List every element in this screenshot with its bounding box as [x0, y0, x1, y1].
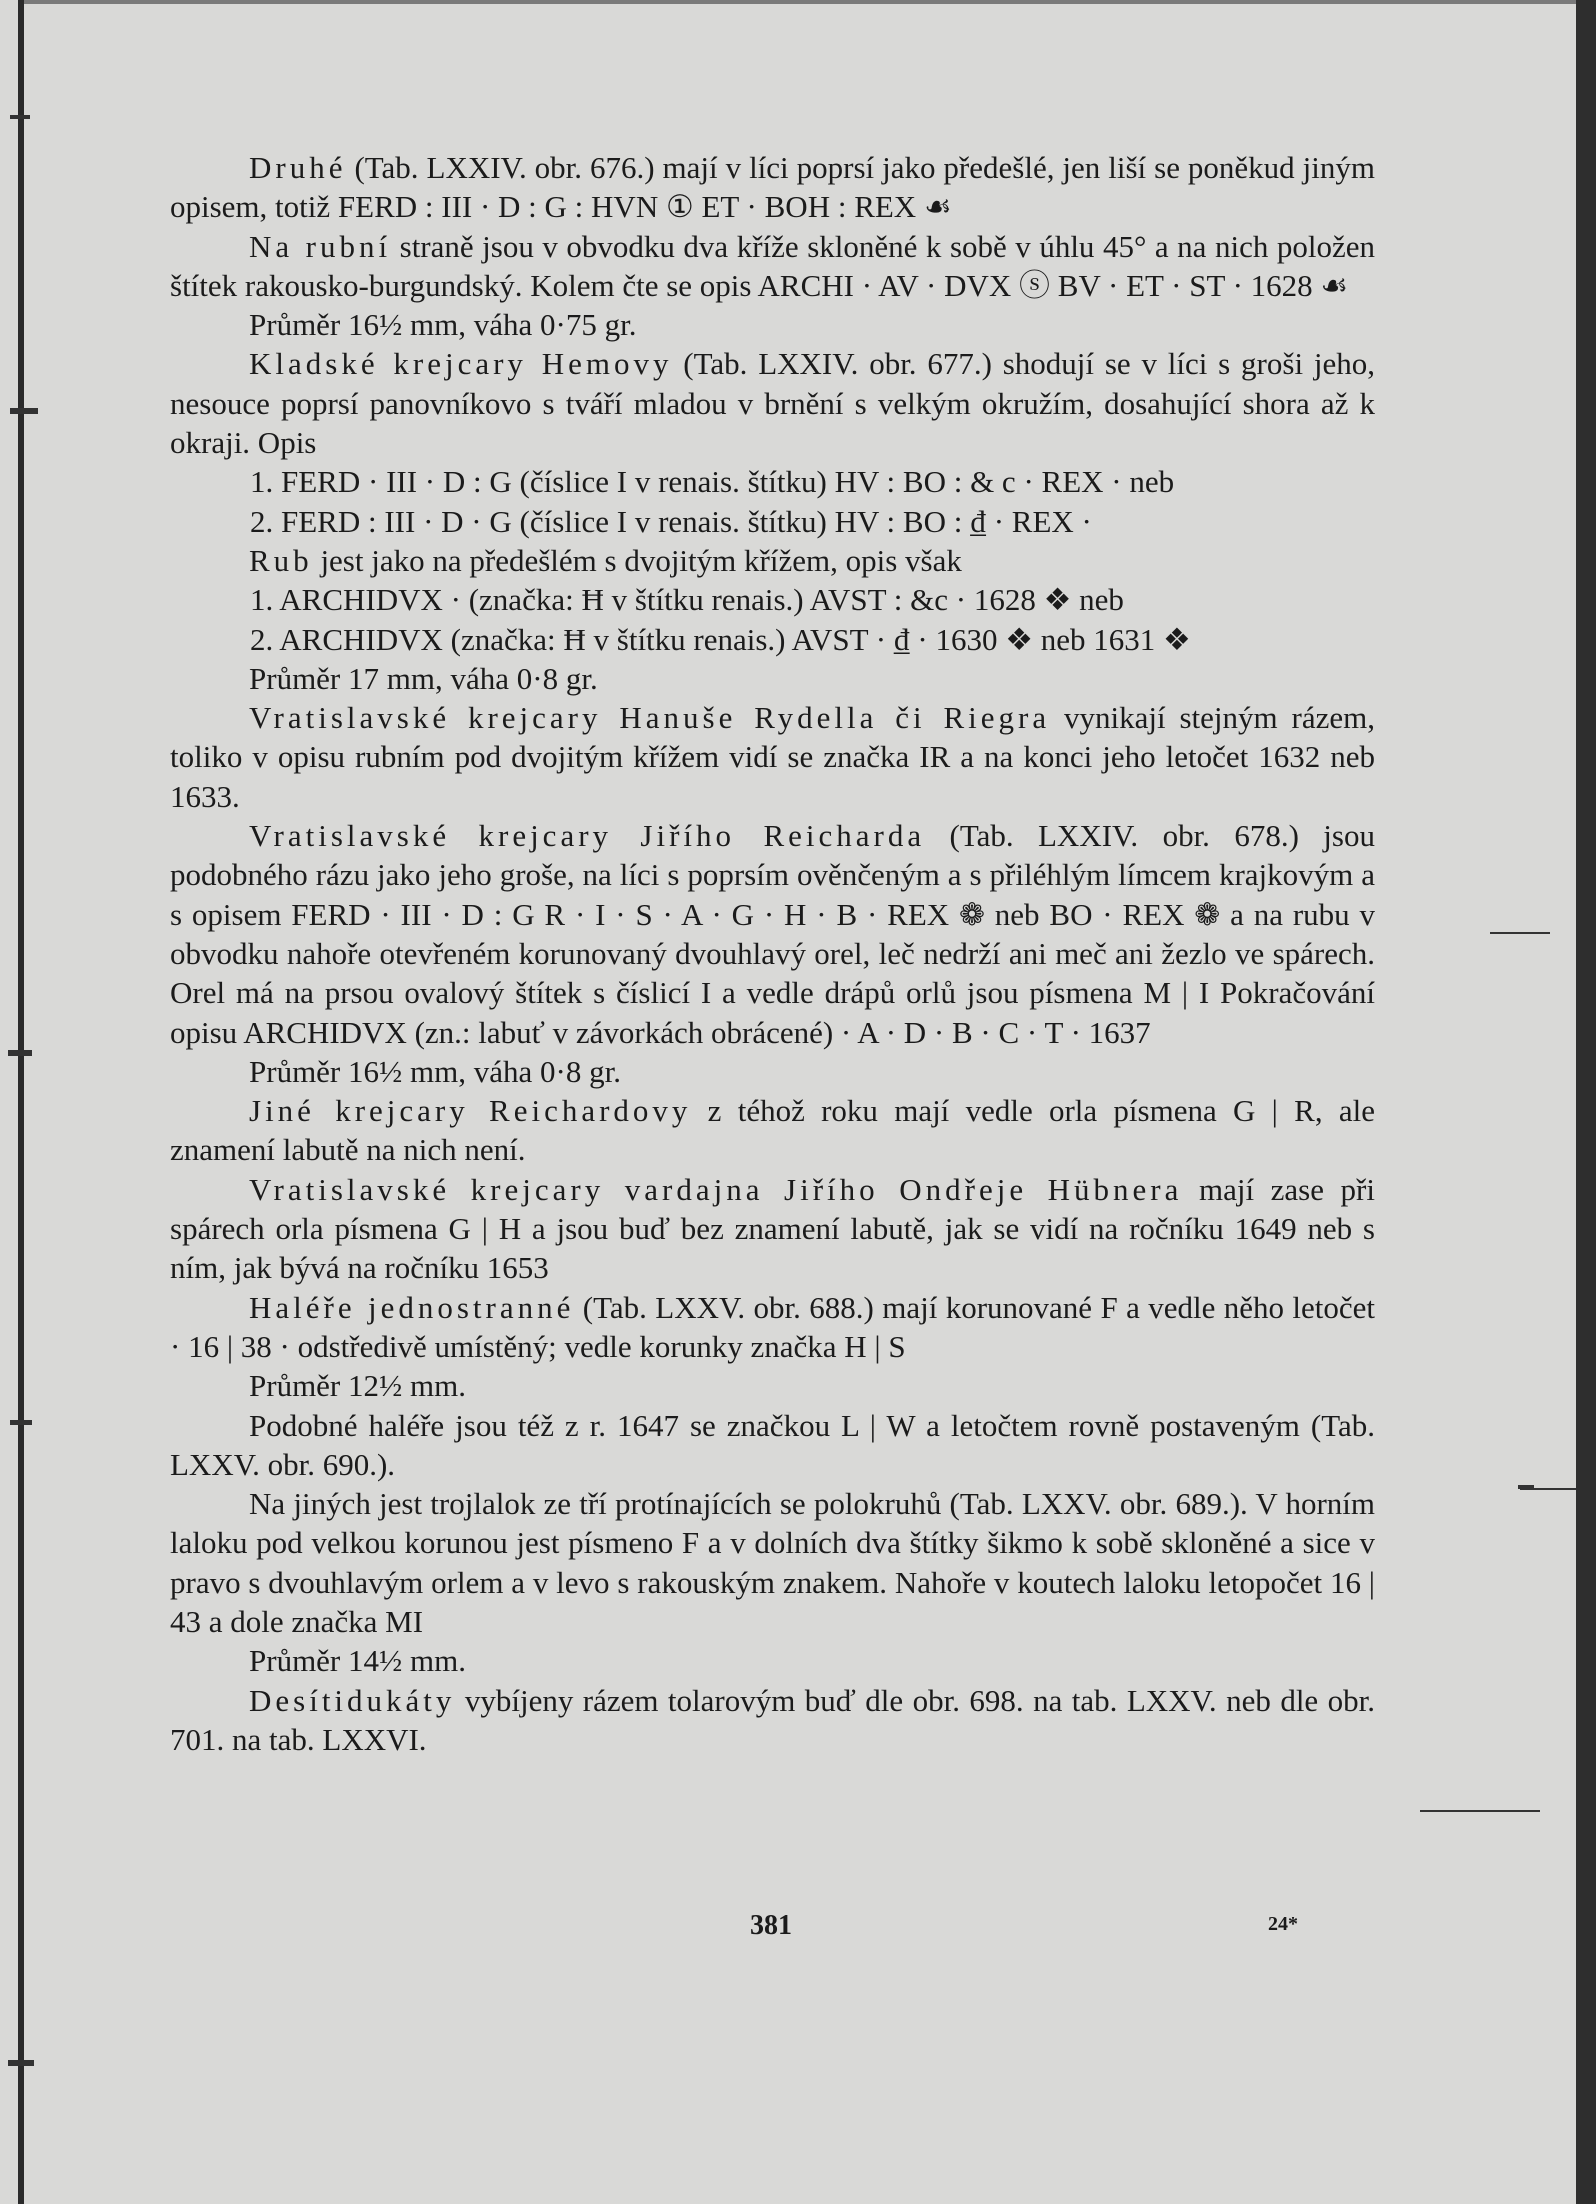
margin-line — [1420, 1810, 1540, 1812]
margin-tick — [10, 408, 38, 414]
paragraph-text: Průměr 14½ mm. — [249, 1643, 466, 1679]
signature-mark: 24* — [1268, 1913, 1298, 1935]
paragraph-text: (Tab. LXXV. obr. 688.) mají korunované F a vedle něho letočet · 16 | 38 · odstředivě umístěný; vedle korunky značka H | S — [170, 1289, 1375, 1364]
lead-words: Vratislavské krejcary vardajna Jiřího Ondřeje Hübnera — [249, 1171, 1183, 1207]
paragraph — [170, 148, 1375, 227]
paragraph-text: 2. ARCHIDVX (značka: Ħ v štítku renais.) AVST · ₫ · 1630 ❖ neb 1631 ❖ — [250, 621, 1191, 657]
paragraph — [170, 1288, 1375, 1367]
paragraph — [170, 1681, 1375, 1760]
paragraph-text: z téhož roku mají vedle orla písmena G | R, ale znamení labutě na nich není. — [170, 1093, 1375, 1168]
page-number: 381 — [750, 1910, 792, 1941]
paragraph — [170, 1366, 1375, 1405]
binding-edge-left — [18, 0, 24, 2204]
paragraph-text: Průměr 12½ mm. — [249, 1368, 466, 1404]
paragraph — [170, 1052, 1375, 1091]
paragraph — [170, 1641, 1375, 1680]
paragraph-text: (Tab. LXXIV. obr. 678.) jsou podobného rázu jako jeho groše, na líci s poprsím ověnčeným a s přiléhlým límcem krajkovým a s opisem FERD · III · D : G R · I · S · A · G · H · B · REX ❁ neb BO · REX ❁ a na rubu v obvodku nahoře otevřeném korunovaný dvouhlavý orel, leč nedrží ani meč ani žezlo ve spárech. Orel má na prsou ovalový štítek s číslicí I a vedle drápů orlů jsou písmena M | I Pokračování opisu ARCHIDVX (zn.: labuť v závorkách obrácené) · A · D · B · C · T · 1637 — [170, 818, 1375, 1050]
paragraph — [170, 816, 1375, 1052]
paragraph-text: 1. ARCHIDVX · (značka: Ħ v štítku renais.) AVST : &c · 1628 ❖ neb — [250, 582, 1124, 618]
list-line — [170, 462, 1375, 501]
lead-words: Desítidukáty — [249, 1682, 456, 1718]
paragraph-text: vynikají stejným rázem, toliko v opisu rubním pod dvojitým křížem vidí se značka IR a na konci jeho letočet 1632 neb 1633. — [170, 700, 1375, 814]
paragraph — [170, 1406, 1375, 1485]
margin-line — [1490, 932, 1550, 934]
lead-words: Druhé — [249, 150, 347, 185]
paragraph — [170, 698, 1375, 816]
lead-words: Rub — [249, 542, 313, 578]
page-edge-right — [1576, 0, 1596, 2204]
paragraph-text: straně jsou v obvodku dva kříže skloněné k sobě v úhlu 45° a na nich položen štítek rakousko-burgundský. Kolem čte se opis ARCHI · AV · DVX ⓢ BV · ET · ST · 1628 ☙ — [170, 228, 1375, 303]
paragraph — [170, 659, 1375, 698]
paragraph-text: 1. FERD · III · D : G (číslice I v renais. štítku) HV : BO : & c · REX · neb — [250, 464, 1175, 500]
page-top-edge — [24, 0, 1576, 4]
lead-words: Vratislavské krejcary Jiřího Reicharda — [249, 818, 926, 854]
margin-tick — [8, 1050, 32, 1056]
lead-words: Kladské krejcary Hemovy — [249, 346, 673, 382]
paragraph-text: Průměr 16½ mm, váha 0·75 gr. — [249, 307, 637, 343]
paragraph-text: (Tab. LXXIV. obr. 676.) mají v líci poprsí jako předešlé, jen liší se poněkud jiným opisem, totiž FERD : III · D : G : HVN ① ET · BOH : REX ☙ — [170, 150, 1375, 225]
paragraph-text: vybíjeny rázem tolarovým buď dle obr. 698. na tab. LXXV. neb dle obr. 701. na tab. LXXVI. — [170, 1682, 1375, 1757]
paragraph — [170, 1091, 1375, 1170]
list-line — [170, 620, 1375, 659]
margin-tick — [1518, 1485, 1534, 1489]
lead-words: Na rubní — [249, 228, 392, 264]
paragraph-text: jest jako na předešlém s dvojitým křížem, opis však — [312, 542, 962, 578]
paragraph — [170, 305, 1375, 344]
margin-tick — [10, 115, 30, 119]
paragraph — [170, 1484, 1375, 1641]
lead-words: Vratislavské krejcary Hanuše Rydella či Riegra — [249, 700, 1051, 736]
lead-words: Haléře jednostranné — [249, 1289, 575, 1325]
paragraph — [170, 344, 1375, 462]
list-line — [170, 502, 1375, 541]
paragraph — [170, 1170, 1375, 1288]
paragraph-text: Průměr 16½ mm, váha 0·8 gr. — [249, 1053, 621, 1089]
paragraph-text: 2. FERD : III · D · G (číslice I v renais. štítku) HV : BO : ₫ · REX · — [250, 503, 1092, 539]
paragraph-text: Průměr 17 mm, váha 0·8 gr. — [249, 660, 598, 696]
paragraph-text: mají zase při spárech orla písmena G | H a jsou buď bez znamení labutě, jak se vidí na ročníku 1649 neb s ním, jak bývá na ročníku 1653 — [170, 1171, 1375, 1286]
margin-tick — [8, 2060, 34, 2066]
margin-tick — [10, 1420, 32, 1425]
list-line — [170, 580, 1375, 619]
lead-words: Jiné krejcary Reichardovy — [249, 1093, 692, 1129]
paragraph — [170, 541, 1375, 580]
paragraph-text: Na jiných jest trojlalok ze tří protínajících se polokruhů (Tab. LXXV. obr. 689.). V horním laloku pod velkou korunou jest písmeno F a v dolních dva štítky šikmo k sobě skloněné a sice v pravo s dvouhlavým orlem a v levo s rakouským znakem. Nahoře v koutech laloku letopočet 16 | 43 a dole značka MI — [170, 1486, 1375, 1639]
paragraph-text: (Tab. LXXIV. obr. 677.) shodují se v líci s groši jeho, nesouce poprsí panovníkovo s tváří mladou v brnění s velkým okružím, dosahující shora až k okraji. Opis — [170, 346, 1375, 461]
paragraph-text: Podobné haléře jsou též z r. 1647 se značkou L | W a letočtem rovně postaveným (Tab. LXXV. obr. 690.). — [170, 1407, 1375, 1482]
body-text — [170, 148, 1375, 1759]
paragraph — [170, 227, 1375, 306]
